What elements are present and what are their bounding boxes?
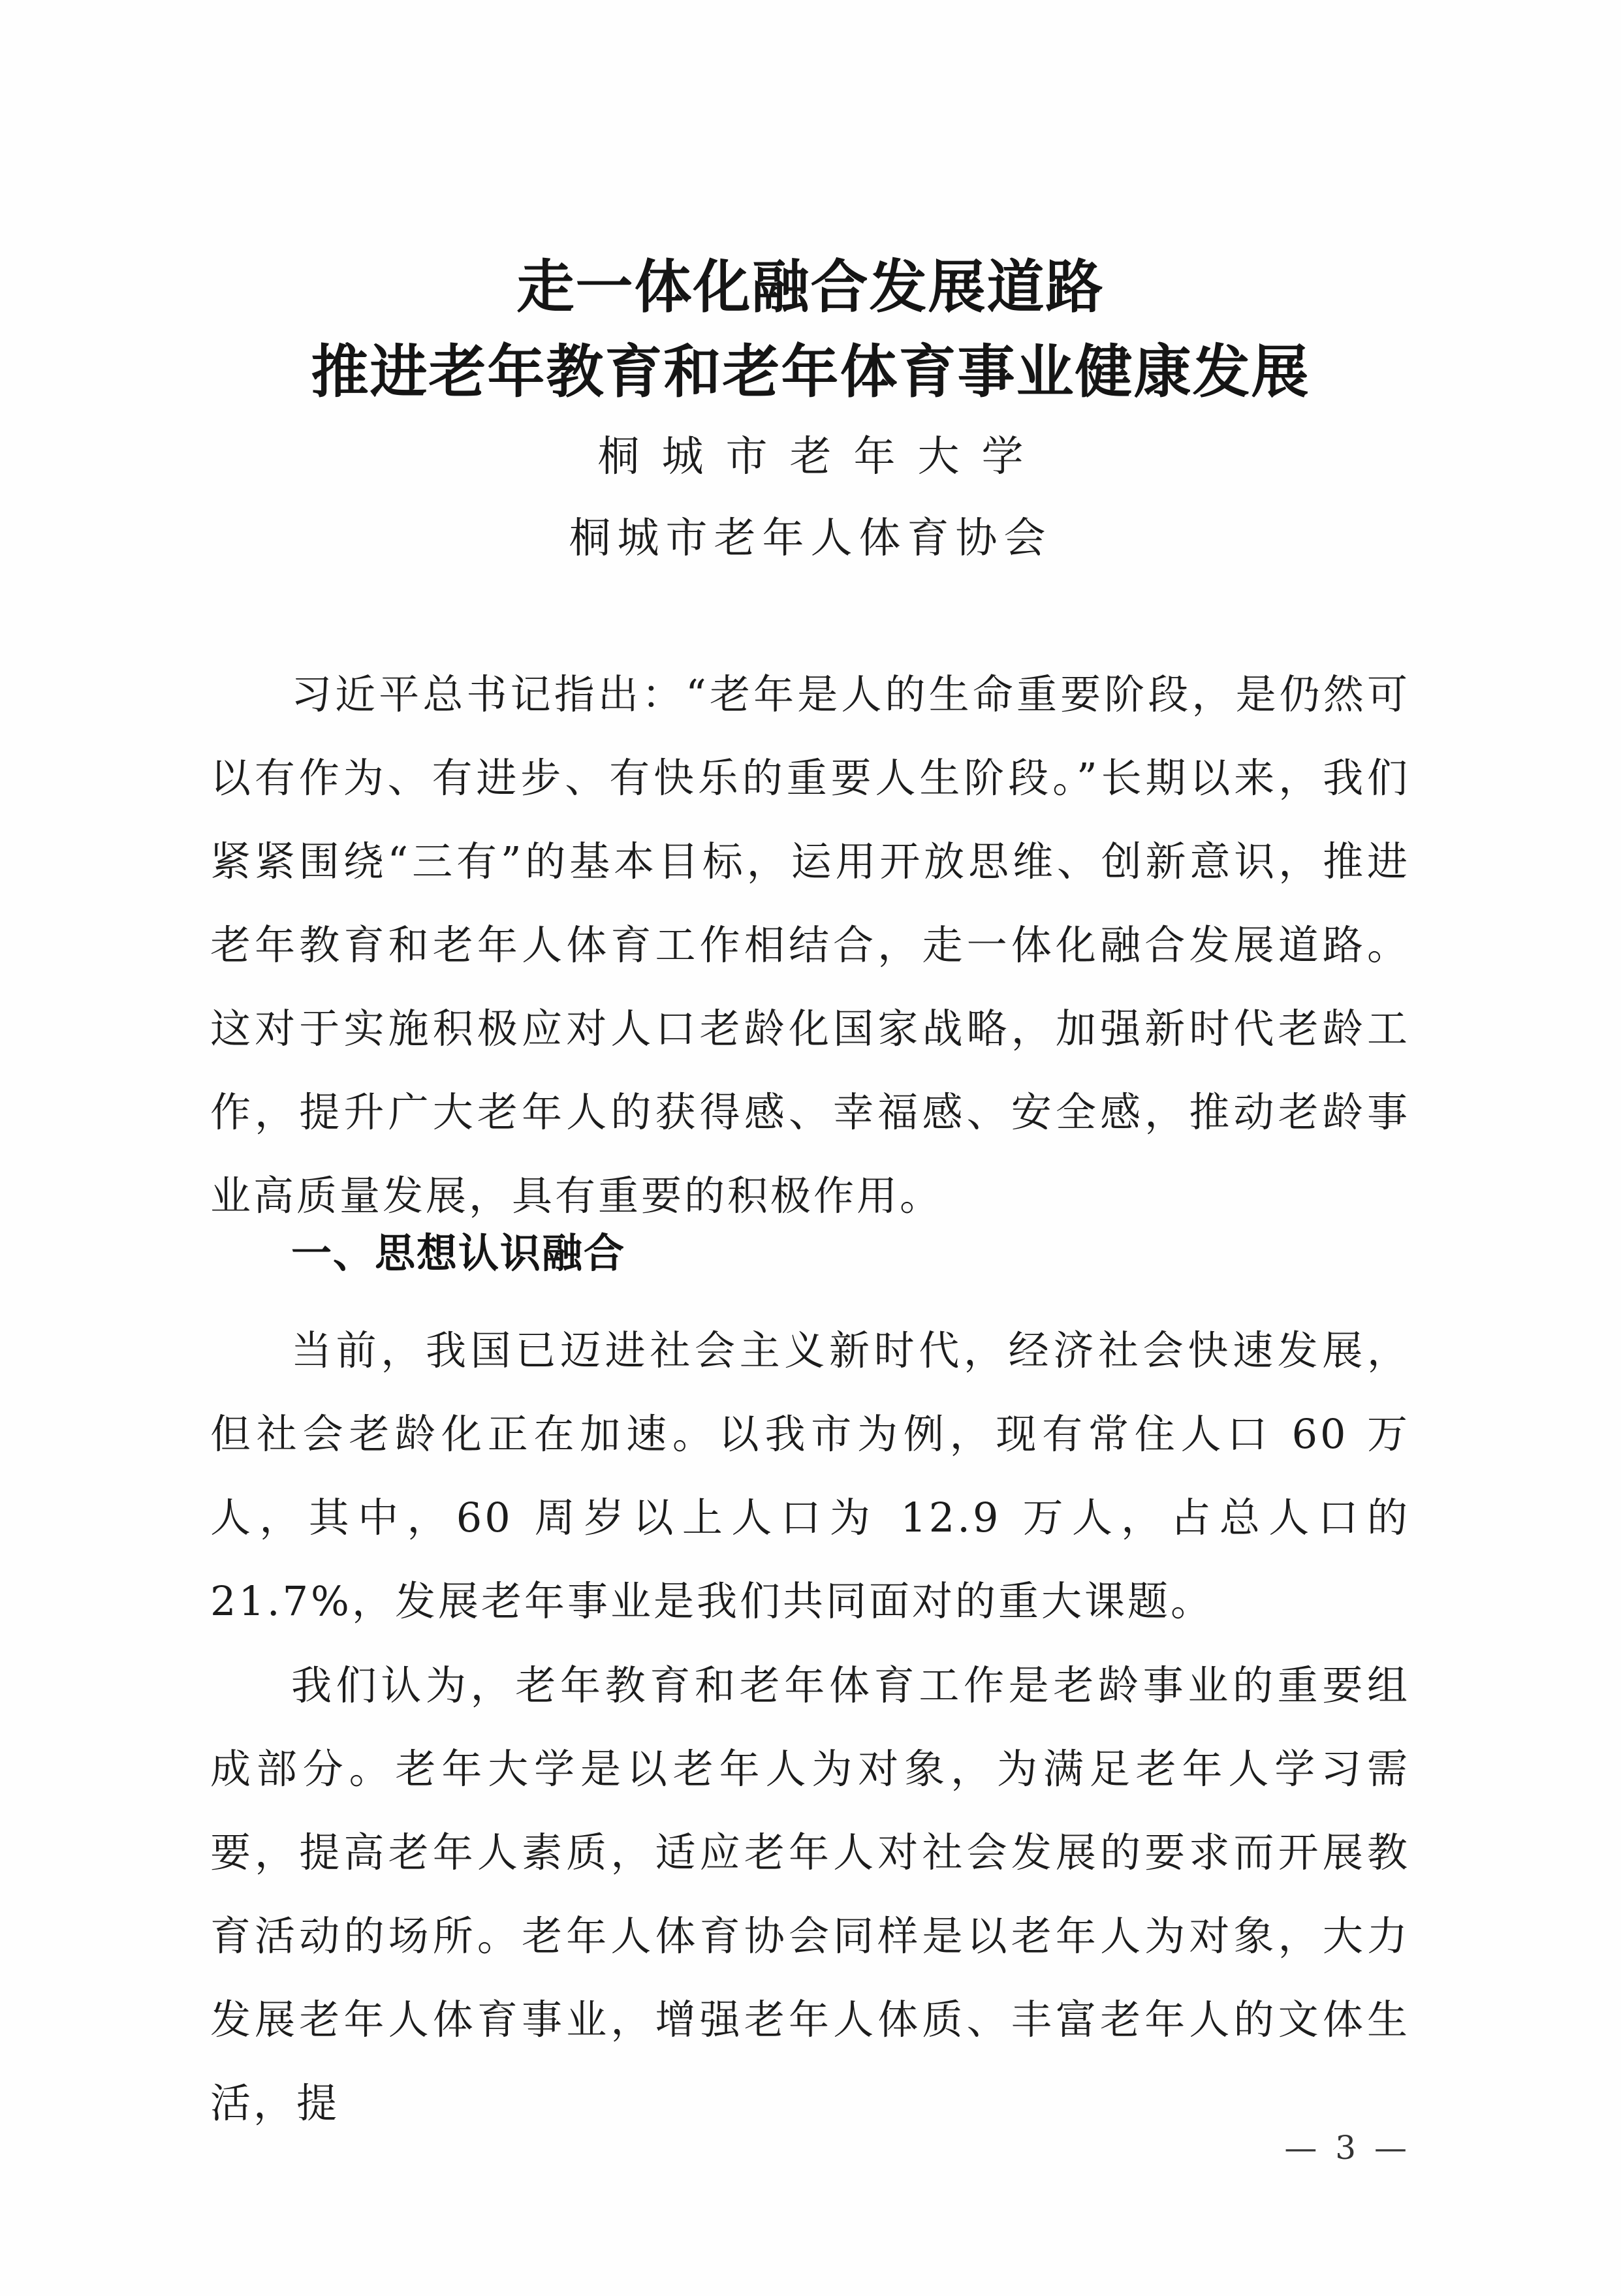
document-title-line-1: 走一体化融合发展道路 xyxy=(516,253,1105,321)
paragraph-current-situation: 当前，我国已迈进社会主义新时代，经济社会快速发展，但社会老龄化正在加速。以我市为例，现有常住人口 60 万人，其中，60 周岁以上人口为 12.9 万人，占总人口的 21.7%，发展老年事业是我们共同面对的重大课题。 xyxy=(210,1327,1410,1625)
author-org-sports-association: 桐城市老年人体育协会 xyxy=(569,514,1052,563)
page-number: — 3 — xyxy=(1284,2129,1411,2167)
paragraph-our-view: 我们认为，老年教育和老年体育工作是老龄事业的重要组成部分。老年大学是以老年人为对象，为满足老年人学习需要，提高老年人素质，适应老年人对社会发展的要求而开展教育活动的场所。老年人体育协会同样是以老年人为对象，大力发展老年人体育事业，增强老年人体质、丰富老年人的文体生活，提 xyxy=(210,1661,1410,2127)
author-org-university: 桐城市老年大学 xyxy=(597,433,1046,481)
section-heading: 一、思想认识融合 xyxy=(291,1229,626,1277)
document-title-line-2: 推进老年教育和老年体育事业健康发展 xyxy=(311,338,1310,405)
paragraph-intro: 习近平总书记指出：“老年是人的生命重要阶段，是仍然可以有作为、有进步、有快乐的重要人生阶段。”长期以来，我们紧紧围绕“三有”的基本目标，运用开放思维、创新意识，推进老年教育和老年人体育工作相结合，走一体化融合发展道路。这对于实施积极应对人口老龄化国家战略，加强新时代老龄工作，提升广大老年人的获得感、幸福感、安全感，推动老龄事业高质量发展，具有重要的积极作用。 xyxy=(210,670,1410,1219)
